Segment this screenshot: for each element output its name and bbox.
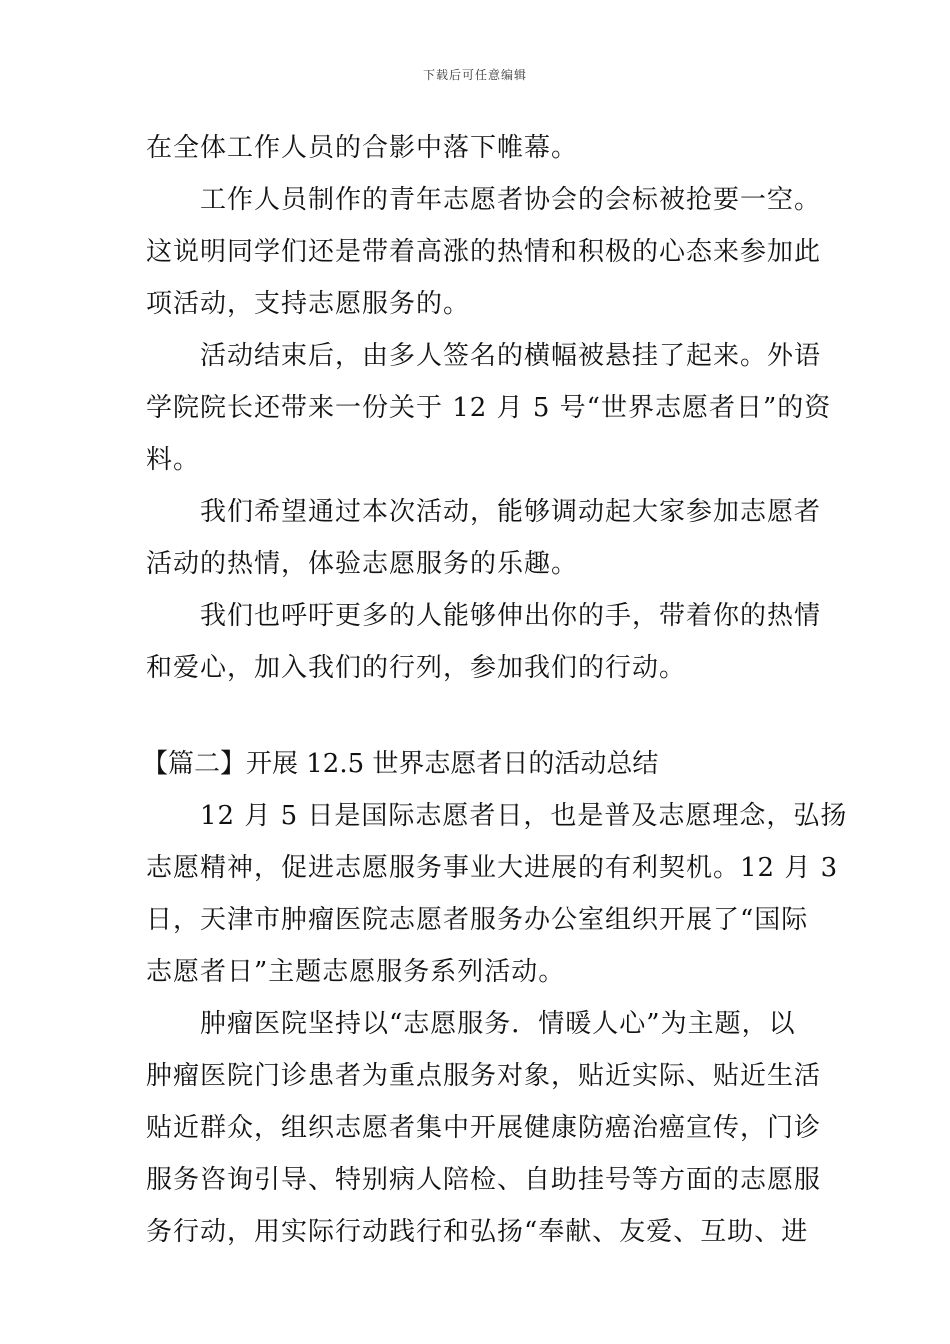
paragraph-start-line: 12 月 5 日是国际志愿者日，也是普及志愿理念，弘扬 — [200, 801, 848, 831]
section-title: 【篇二】开展 12.5 世界志愿者日的活动总结 — [142, 749, 659, 779]
text-line: 志愿者日”主题志愿服务系列活动。 — [146, 957, 566, 987]
text-line: 学院院长还带来一份关于 12 月 5 号“世界志愿者日”的资 — [146, 393, 832, 423]
text-line: 志愿精神，促进志愿服务事业大进展的有利契机。12 月 3 — [146, 853, 839, 883]
text-line: 活动的热情，体验志愿服务的乐趣。 — [146, 549, 579, 579]
text-line: 在全体工作人员的合影中落下帷幕。 — [146, 133, 579, 163]
text-line: 项活动，支持志愿服务的。 — [146, 289, 471, 319]
document-body — [142, 122, 848, 1258]
section-gap — [146, 694, 810, 738]
text-line: 和爱心，加入我们的行列，参加我们的行动。 — [146, 653, 687, 683]
text-line: 服务咨询引导、特别病人陪检、自助挂号等方面的志愿服 — [146, 1165, 822, 1195]
paragraph-start-line: 工作人员制作的青年志愿者协会的会标被抢要一空。 — [200, 185, 822, 215]
text-line: 这说明同学们还是带着高涨的热情和积极的心态来参加此 — [146, 237, 822, 267]
paragraph-start-line: 我们也呼吁更多的人能够伸出你的手，带着你的热情 — [200, 601, 822, 631]
text-line: 料。 — [146, 445, 201, 475]
paragraph-start-line: 活动结束后，由多人签名的横幅被悬挂了起来。外语 — [200, 341, 822, 371]
text-line: 肿瘤医院门诊患者为重点服务对象，贴近实际、贴近生活 — [146, 1061, 822, 1091]
page-header: 下载后可任意编辑 — [422, 68, 527, 82]
paragraph-start-line: 我们希望通过本次活动，能够调动起大家参加志愿者 — [200, 497, 822, 527]
text-line: 贴近群众，组织志愿者集中开展健康防癌治癌宣传，门诊 — [146, 1113, 822, 1143]
paragraph-start-line: 肿瘤医院坚持以“志愿服务．情暖人心”为主题，以 — [200, 1009, 796, 1039]
text-line: 务行动，用实际行动践行和弘扬“奉献、友爱、互助、进 — [146, 1217, 809, 1247]
text-line: 日，天津市肿瘤医院志愿者服务办公室组织开展了“国际 — [146, 905, 809, 935]
